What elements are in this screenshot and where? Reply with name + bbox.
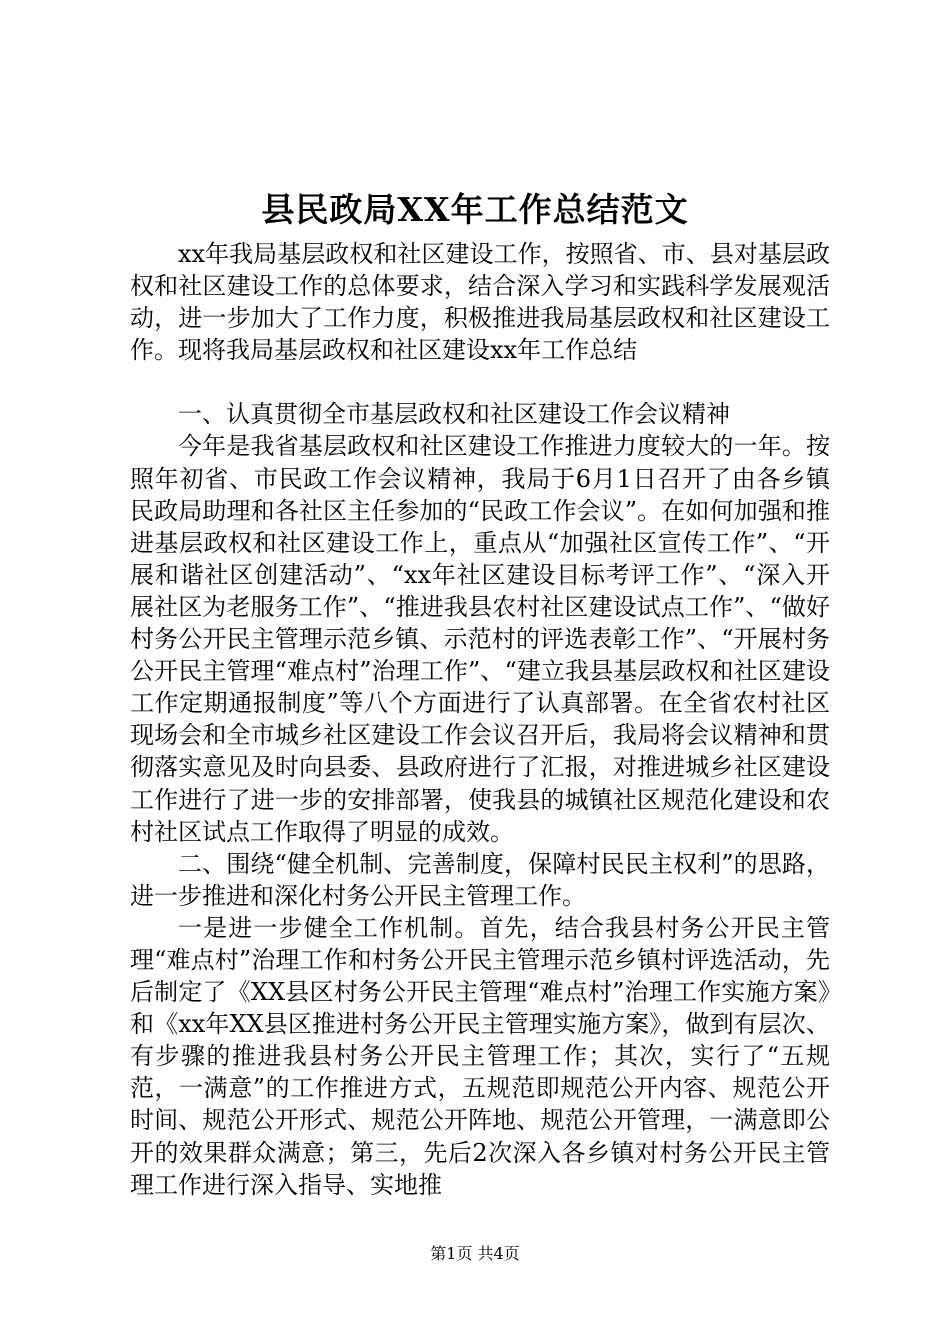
section-paragraph-1: 今年是我省基层政权和社区建设工作推进力度较大的一年。按照年初省、市民政工作会议精神，我局于6月1日召开了由各乡镇民政局助理和各社区主任参加的“民政工作会议”。在如何加强和推进基层政权和社区建设工作上，重点从“加强社区宣传工作”、“开展和谐社区创建活动”、“xx年社区建设目标考评工作”、“深入开展社区为老服务工作”、“推进我县农村社区建设试点工作”、“做好村务公开民主管理示范乡镇、示范村的评选表彰工作”、“开展村务公开民主管理“难点村”治理工作”、“建立我县基层政权和社区建设工作定期通报制度”等八个方面进行了认真部署。在全省农村社区现场会和全市城乡社区建设工作会议召开后，我局将会议精神和贯彻落实意见及时向县委、县政府进行了汇报，对推进城乡社区建设工作进行了进一步的安排部署，使我县的城镇社区规范化建设和农村社区试点工作取得了明显的成效。	[130, 432, 830, 846]
section-heading-2: 二、围绕“健全机制、完善制度，保障村民民主权利”的思路，进一步推进和深化村务公开民主管理工作。	[130, 849, 830, 910]
page-number-footer: 第1页 共4页	[430, 1244, 520, 1263]
intro-paragraph: xx年我局基层政权和社区建设工作，按照省、市、县对基层政权和社区建设工作的总体要求，结合深入学习和实践科学发展观活动，进一步加大了工作力度，积极推进我局基层政权和社区建设工作。现将我局基层政权和社区建设xx年工作总结	[130, 240, 830, 365]
document-body	[130, 238, 830, 1201]
section-paragraph-2: 一是进一步健全工作机制。首先，结合我县村务公开民主管理“难点村”治理工作和村务公开民主管理示范乡镇村评选活动，先后制定了《XX县区村务公开民主管理“难点村”治理工作实施方案》和《xx年XX县区推进村务公开民主管理实施方案》，做到有层次、有步骤的推进我县村务公开民主管理工作；其次，实行了“五规范，一满意”的工作推进方式，五规范即规范公开内容、规范公开时间、规范公开形式、规范公开阵地、规范公开管理，一满意即公开的效果群众满意；第三，先后2次深入各乡镇对村务公开民主管理工作进行深入指导、实地推	[130, 913, 830, 1199]
section-heading-1: 一、认真贯彻全市基层政权和社区建设工作会议精神	[178, 400, 730, 429]
document-title: 县民政局XX年工作总结范文	[261, 190, 689, 229]
